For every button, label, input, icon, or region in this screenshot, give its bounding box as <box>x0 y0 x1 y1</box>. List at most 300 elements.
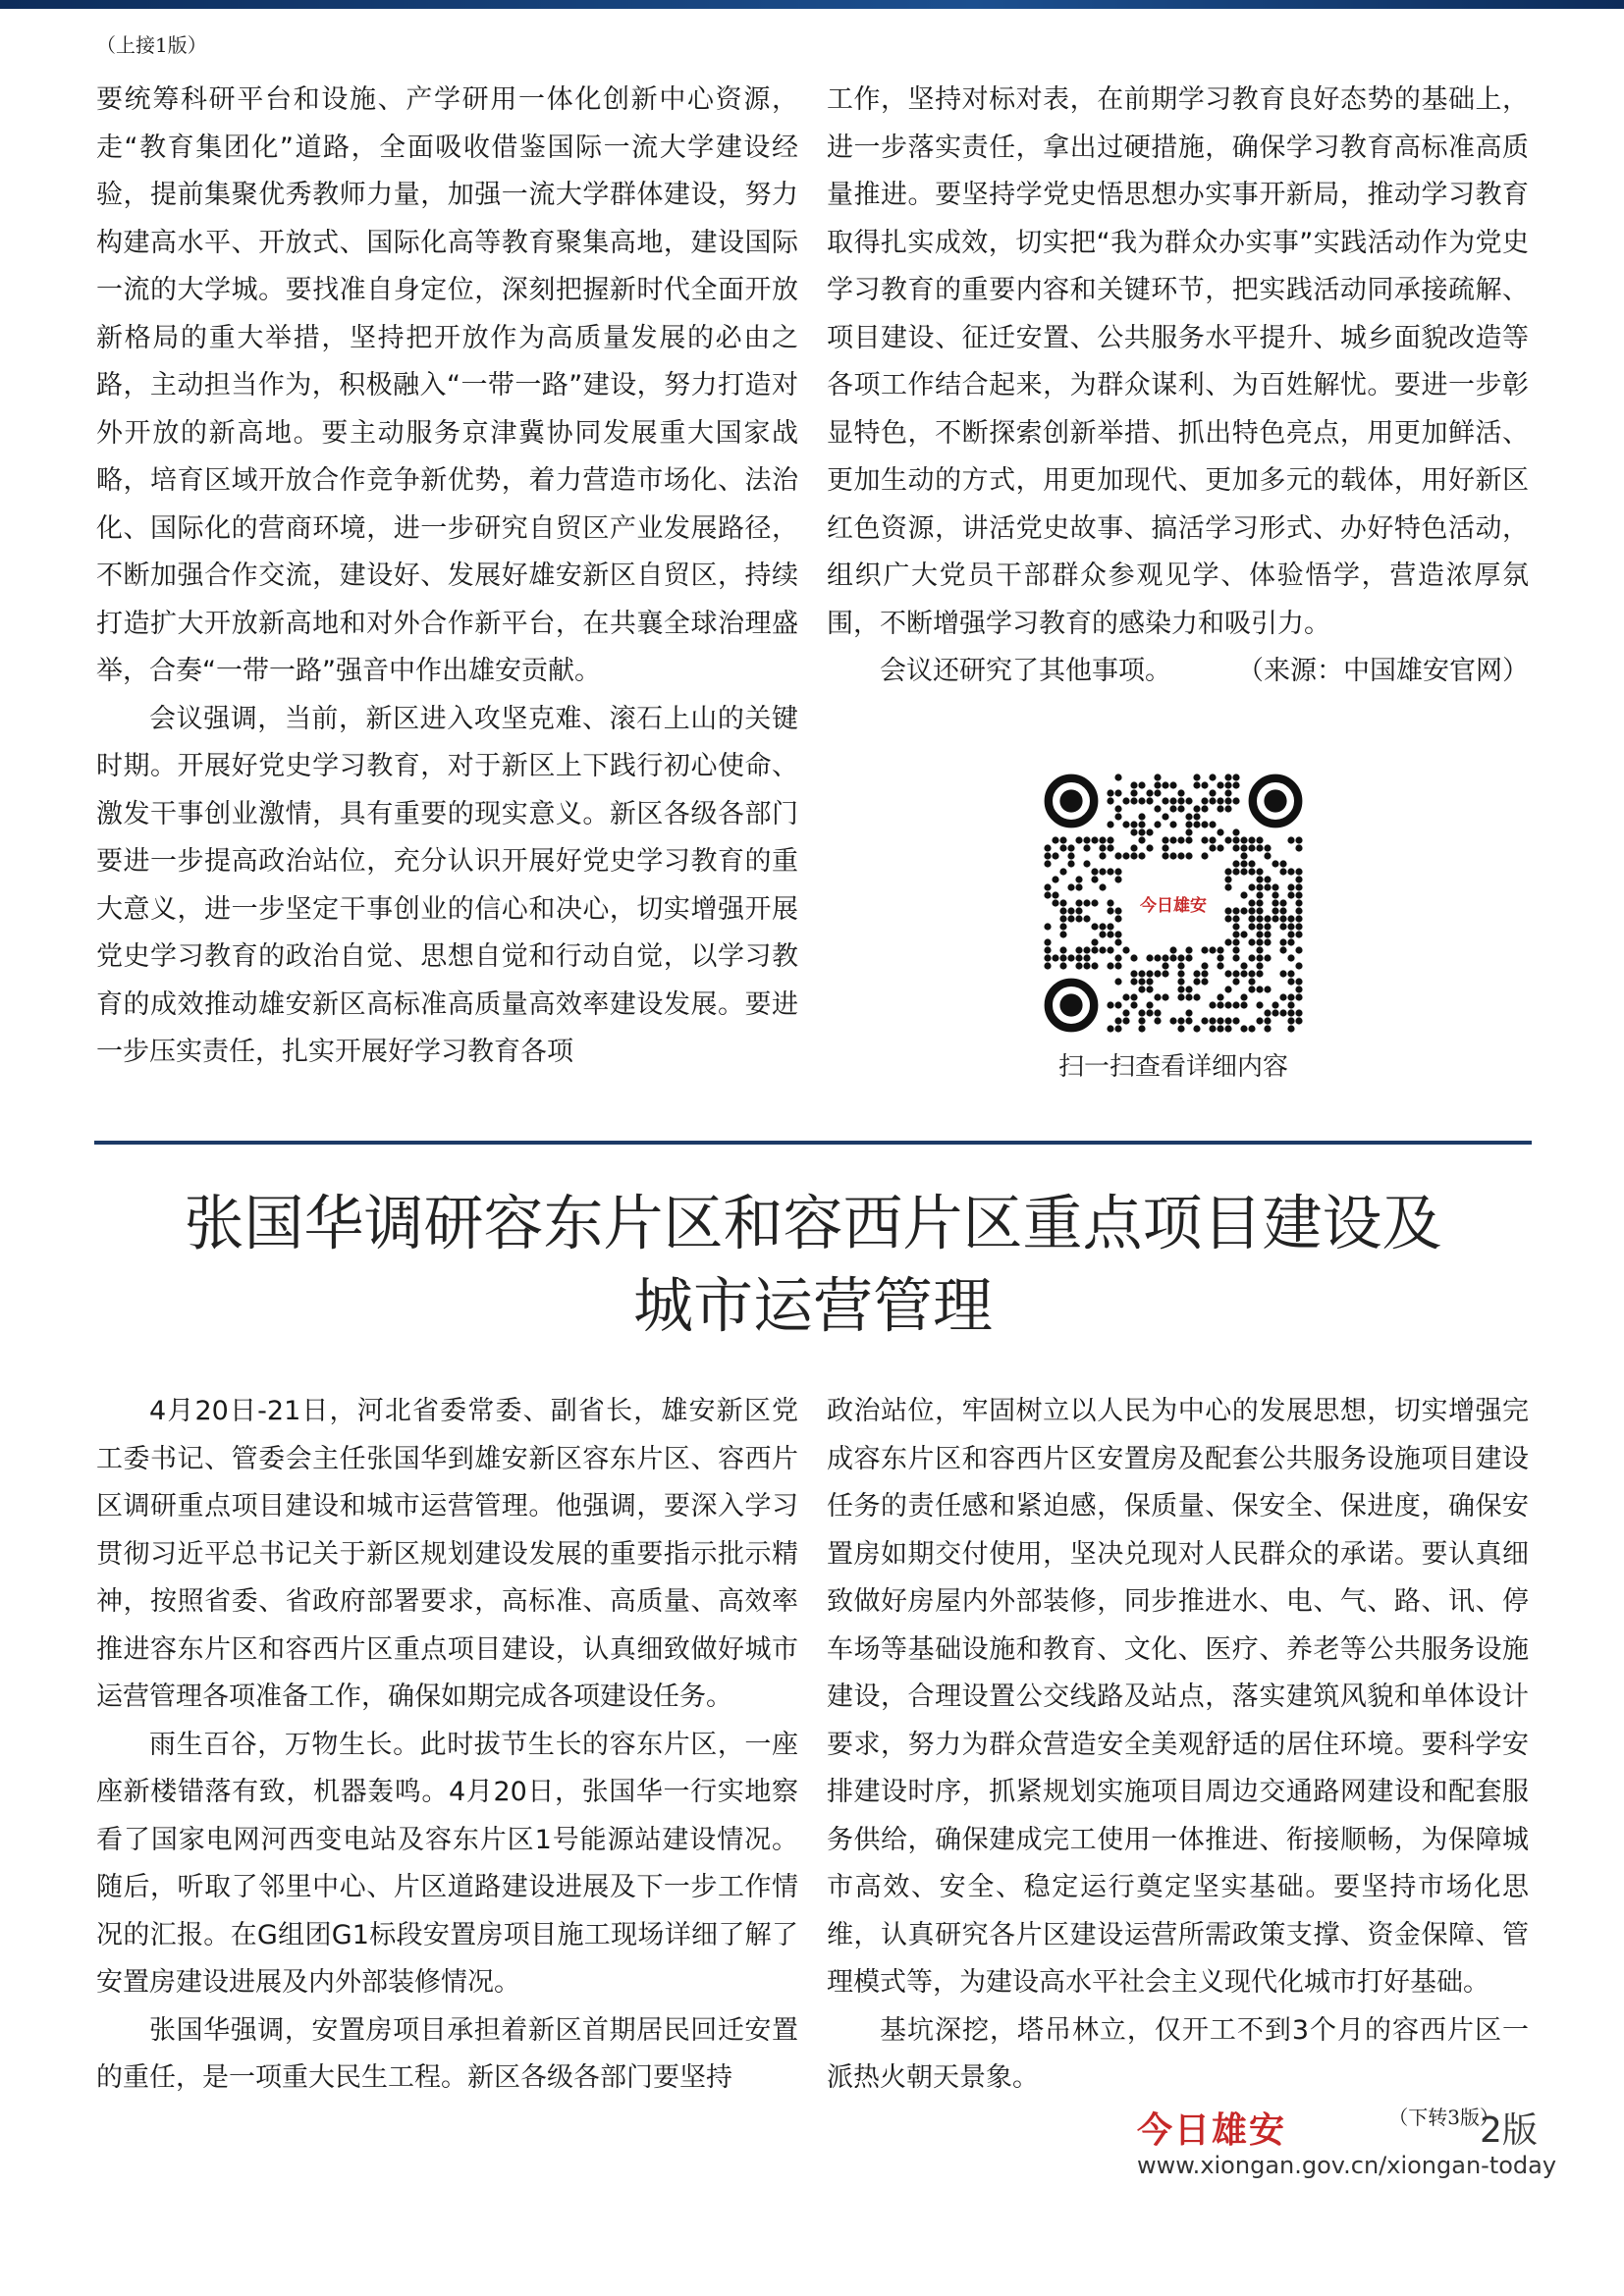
qr-module <box>1272 915 1278 922</box>
qr-module <box>1217 993 1223 1000</box>
qr-module <box>1075 883 1082 890</box>
qr-module <box>1114 813 1121 820</box>
article1-paragraph-1: 要统筹科研平台和设施、产学研用一体化创新中心资源，走“教育集团化”道路，全面吸收借鉴国际一流大学建设经验，提前集聚优秀教师力量，加强一流大学群体建设，努力构建高水平、开放式、国际化高等教育聚集高地，建设国际一流的大学城。要找准自身定位，深刻把握新时代全面开放新格局的重大举措，坚持把开放作为高质量发展的必由之路，主动担当作为，积极融入“一带一路”建设，努力打造对外开放的新高地。要主动服务京津冀协同发展重大国家战略，培育区域开放合作竞争新优势，着力营造市场化、法治化、国际化的营商环境，进一步研究自贸区产业发展路径，不断加强合作交流，建设好、发展好雄安新区自贸区，持续打造扩大开放新高地和对外合作新平台，在共襄全球治理盛举，合奏“一带一路”强音中作出雄安贡献。 <box>96 84 798 686</box>
qr-module <box>1264 852 1271 859</box>
qr-module <box>1107 962 1113 969</box>
qr-module <box>1295 1009 1302 1016</box>
qr-module <box>1232 774 1239 780</box>
qr-module <box>1162 970 1168 977</box>
qr-module <box>1177 1017 1184 1024</box>
qr-module <box>1114 1025 1121 1032</box>
qr-module <box>1217 1025 1223 1032</box>
qr-module <box>1162 993 1168 1000</box>
qr-module <box>1154 993 1161 1000</box>
qr-module <box>1122 1017 1129 1024</box>
site-url-link[interactable]: www.xiongan.gov.cn/xiongan-today <box>1137 2152 1557 2179</box>
qr-module <box>1177 789 1184 796</box>
qr-module <box>1248 923 1255 930</box>
qr-module <box>1248 899 1255 906</box>
qr-module <box>1075 962 1082 969</box>
qr-module <box>1232 828 1239 835</box>
qr-module <box>1114 805 1121 812</box>
qr-module <box>1075 954 1082 961</box>
qr-module <box>1264 1017 1271 1024</box>
qr-module <box>1287 923 1294 930</box>
qr-module <box>1232 946 1239 953</box>
qr-module <box>1138 797 1145 804</box>
qr-module <box>1154 774 1161 780</box>
section-divider <box>94 1141 1532 1145</box>
qr-module <box>1232 915 1239 922</box>
qr-module <box>1185 821 1192 828</box>
qr-module <box>1224 1025 1231 1032</box>
qr-module <box>1295 978 1302 985</box>
qr-module <box>1114 915 1121 922</box>
qr-module <box>1044 860 1051 867</box>
qr-module <box>1232 781 1239 788</box>
qr-module <box>1256 938 1263 945</box>
qr-module <box>1177 986 1184 992</box>
qr-module <box>1107 946 1113 953</box>
qr-module <box>1224 876 1231 882</box>
qr-module <box>1138 813 1145 820</box>
article2-paragraph-3: 张国华强调，安置房项目承担着新区首期居民回迁安置的重任，是一项重大民生工程。新区各级各部门要坚持 <box>96 2014 798 2093</box>
qr-module <box>1248 938 1255 945</box>
qr-module <box>1099 836 1106 843</box>
qr-module <box>1256 986 1263 992</box>
qr-module <box>1091 962 1098 969</box>
qr-module <box>1224 805 1231 812</box>
qr-module <box>1287 970 1294 977</box>
qr-module <box>1130 821 1137 828</box>
qr-module <box>1295 844 1302 851</box>
qr-module <box>1130 993 1137 1000</box>
qr-module <box>1146 986 1153 992</box>
qr-module <box>1256 931 1263 937</box>
qr-module <box>1138 836 1145 843</box>
qr-logo-text: 今日雄安 <box>1140 896 1207 916</box>
qr-module <box>1256 1001 1263 1008</box>
qr-module <box>1059 931 1066 937</box>
qr-caption: 扫一扫查看详细内容 <box>1057 1052 1288 1082</box>
qr-module <box>1083 836 1090 843</box>
qr-module <box>1232 844 1239 851</box>
qr-module <box>1232 923 1239 930</box>
qr-module <box>1240 993 1247 1000</box>
qr-module <box>1083 899 1090 906</box>
qr-module <box>1162 836 1168 843</box>
headline-line-1: 张国华调研容东片区和容西片区重点项目建设及 <box>184 1189 1442 1258</box>
qr-module <box>1224 907 1231 914</box>
qr-module <box>1154 970 1161 977</box>
qr-module <box>1122 797 1129 804</box>
qr-module <box>1146 1009 1153 1016</box>
qr-module <box>1209 844 1216 851</box>
qr-module <box>1232 970 1239 977</box>
qr-module <box>1185 813 1192 820</box>
qr-module <box>1193 1025 1200 1032</box>
qr-module <box>1169 1017 1176 1024</box>
qr-module <box>1162 962 1168 969</box>
qr-module <box>1052 954 1058 961</box>
qr-module <box>1264 883 1271 890</box>
qr-module <box>1279 860 1286 867</box>
qr-module <box>1114 962 1121 969</box>
qr-module <box>1224 1001 1231 1008</box>
qr-module <box>1264 876 1271 882</box>
continued-to-note: （下转3版） <box>1388 2105 1499 2129</box>
qr-module <box>1154 821 1161 828</box>
qr-module <box>1162 797 1168 804</box>
qr-module <box>1232 954 1239 961</box>
qr-module <box>1201 978 1208 985</box>
qr-module <box>1114 1001 1121 1008</box>
qr-module <box>1201 797 1208 804</box>
qr-module <box>1059 946 1066 953</box>
qr-module <box>1122 993 1129 1000</box>
qr-module <box>1240 1001 1247 1008</box>
qr-module <box>1169 797 1176 804</box>
qr-module <box>1248 954 1255 961</box>
qr-module <box>1295 883 1302 890</box>
qr-module <box>1052 836 1058 843</box>
qr-module <box>1130 970 1137 977</box>
qr-module <box>1224 781 1231 788</box>
qr-module <box>1287 1001 1294 1008</box>
qr-module <box>1279 923 1286 930</box>
qr-module <box>1114 789 1121 796</box>
qr-module <box>1224 970 1231 977</box>
qr-module <box>1287 1009 1294 1016</box>
qr-module <box>1209 774 1216 780</box>
qr-module <box>1209 946 1216 953</box>
qr-module <box>1044 946 1051 953</box>
qr-module <box>1185 828 1192 835</box>
qr-module <box>1154 954 1161 961</box>
qr-module <box>1185 1017 1192 1024</box>
qr-module <box>1295 923 1302 930</box>
qr-module <box>1122 1009 1129 1016</box>
qr-module <box>1107 797 1113 804</box>
qr-code[interactable] <box>1044 774 1303 1033</box>
qr-module <box>1138 1017 1145 1024</box>
qr-module <box>1240 962 1247 969</box>
qr-module <box>1279 993 1286 1000</box>
qr-module <box>1067 915 1074 922</box>
qr-module <box>1201 805 1208 812</box>
qr-module <box>1217 844 1223 851</box>
qr-module <box>1185 852 1192 859</box>
qr-module <box>1114 868 1121 875</box>
qr-module <box>1177 962 1184 969</box>
qr-module <box>1217 781 1223 788</box>
qr-module <box>1138 821 1145 828</box>
qr-module <box>1295 962 1302 969</box>
qr-module <box>1138 986 1145 992</box>
article2-paragraph-5: 基坑深挖，塔吊林立，仅开工不到3个月的容西片区一派热火朝天景象。 <box>827 2014 1529 2093</box>
qr-module <box>1264 954 1271 961</box>
qr-module <box>1256 915 1263 922</box>
article2-paragraph-1: 4月20日-21日，河北省委常委、副省长，雄安新区党工委书记、管委会主任张国华到雄安新区容东片区、容西片区调研重点项目建设和城市运营管理。他强调，要深入学习贯彻习近平总书记关于新区规划建设发展的重要指示批示精神，按照省委、省政府部署要求，高标准、高质量、高效率推进容东片区和容西片区重点项目建设，认真细致做好城市运营管理各项准备工作，确保如期完成各项建设任务。 <box>96 1396 798 1712</box>
qr-module <box>1052 852 1058 859</box>
qr-module <box>1091 899 1098 906</box>
qr-module <box>1185 954 1192 961</box>
qr-module <box>1264 986 1271 992</box>
qr-module <box>1130 978 1137 985</box>
qr-module <box>1146 789 1153 796</box>
qr-module <box>1240 852 1247 859</box>
qr-module <box>1232 836 1239 843</box>
qr-module <box>1256 946 1263 953</box>
qr-module <box>1107 836 1113 843</box>
qr-module <box>1217 805 1223 812</box>
qr-module <box>1067 860 1074 867</box>
qr-module <box>1256 1017 1263 1024</box>
qr-module <box>1264 938 1271 945</box>
qr-module <box>1272 860 1278 867</box>
qr-module <box>1075 836 1082 843</box>
qr-module <box>1177 993 1184 1000</box>
qr-module <box>1099 883 1106 890</box>
qr-module <box>1154 789 1161 796</box>
qr-module <box>1146 970 1153 977</box>
qr-module <box>1107 899 1113 906</box>
qr-module <box>1279 946 1286 953</box>
qr-module <box>1240 970 1247 977</box>
qr-module <box>1193 813 1200 820</box>
qr-module <box>1264 915 1271 922</box>
qr-module <box>1256 970 1263 977</box>
qr-module <box>1201 852 1208 859</box>
qr-module <box>1264 923 1271 930</box>
qr-module <box>1169 821 1176 828</box>
qr-module <box>1083 915 1090 922</box>
qr-module <box>1122 821 1129 828</box>
qr-module <box>1248 915 1255 922</box>
qr-module <box>1044 938 1051 945</box>
qr-module <box>1154 1009 1161 1016</box>
qr-module <box>1114 931 1121 937</box>
qr-module <box>1248 860 1255 867</box>
qr-module <box>1264 1025 1271 1032</box>
qr-module <box>1287 891 1294 898</box>
article1-column-2 <box>827 77 1529 696</box>
qr-module <box>1146 844 1153 851</box>
qr-module <box>1287 915 1294 922</box>
article1-paragraph-2: 会议强调，当前，新区进入攻坚克难、滚石上山的关键时期。开展好党史学习教育，对于新区上下践行初心使命、激发干事创业激情，具有重要的现实意义。新区各级各部门要进一步提高政治站位，充分认识开展好党史学习教育的重大意义，进一步坚定干事创业的信心和决心，切实增强开展党史学习教育的政治自觉、思想自觉和行动自觉，以学习教育的成效推动雄安新区高标准高质量高效率建设发展。要进一步压实责任，扎实开展好学习教育各项 <box>96 703 798 1067</box>
qr-module <box>1059 899 1066 906</box>
qr-module <box>1162 813 1168 820</box>
qr-module <box>1193 993 1200 1000</box>
qr-module <box>1217 828 1223 835</box>
qr-module <box>1295 993 1302 1000</box>
qr-module <box>1091 938 1098 945</box>
qr-module <box>1067 844 1074 851</box>
qr-module <box>1138 781 1145 788</box>
qr-module <box>1107 1025 1113 1032</box>
qr-module <box>1107 907 1113 914</box>
qr-module <box>1295 915 1302 922</box>
qr-module <box>1201 946 1208 953</box>
qr-module <box>1107 1001 1113 1008</box>
qr-module <box>1240 891 1247 898</box>
qr-module <box>1248 978 1255 985</box>
qr-module <box>1091 868 1098 875</box>
qr-module <box>1138 1025 1145 1032</box>
qr-module <box>1059 962 1066 969</box>
qr-module <box>1279 915 1286 922</box>
qr-module <box>1099 923 1106 930</box>
page-number: 2版 <box>1480 2110 1538 2151</box>
qr-module <box>1169 805 1176 812</box>
qr-module <box>1224 915 1231 922</box>
qr-module <box>1107 821 1113 828</box>
qr-module <box>1248 986 1255 992</box>
qr-module <box>1067 883 1074 890</box>
qr-module <box>1130 797 1137 804</box>
qr-module <box>1279 1009 1286 1016</box>
qr-module <box>1256 876 1263 882</box>
qr-module <box>1256 883 1263 890</box>
closing-text: 会议还研究了其他事项。 <box>880 656 1171 686</box>
qr-module <box>1130 954 1137 961</box>
qr-module <box>1193 781 1200 788</box>
qr-module <box>1201 970 1208 977</box>
qr-module <box>1067 907 1074 914</box>
qr-module <box>1169 954 1176 961</box>
qr-module <box>1122 946 1129 953</box>
qr-module <box>1272 883 1278 890</box>
qr-module <box>1146 1001 1153 1008</box>
qr-module <box>1193 978 1200 985</box>
qr-module <box>1044 923 1051 930</box>
qr-module <box>1201 781 1208 788</box>
article2-headline <box>94 1183 1532 1348</box>
continued-from-note: （上接1版） <box>96 33 207 57</box>
qr-module <box>1217 962 1223 969</box>
qr-module <box>1224 774 1231 780</box>
qr-module <box>1177 978 1184 985</box>
qr-module <box>1209 1025 1216 1032</box>
qr-module <box>1295 899 1302 906</box>
qr-module <box>1209 1001 1216 1008</box>
qr-module <box>1130 1001 1137 1008</box>
article1-column-1 <box>96 77 798 1077</box>
qr-module <box>1272 891 1278 898</box>
qr-module <box>1232 1017 1239 1024</box>
qr-module <box>1287 868 1294 875</box>
qr-module <box>1185 1009 1192 1016</box>
qr-module <box>1067 954 1074 961</box>
qr-module <box>1248 970 1255 977</box>
qr-module <box>1185 993 1192 1000</box>
qr-module <box>1075 946 1082 953</box>
qr-module <box>1201 821 1208 828</box>
qr-module <box>1224 986 1231 992</box>
qr-module <box>1059 923 1066 930</box>
qr-module <box>1059 915 1066 922</box>
qr-module <box>1193 774 1200 780</box>
qr-module <box>1154 805 1161 812</box>
qr-module <box>1295 876 1302 882</box>
qr-module <box>1295 836 1302 843</box>
qr-module <box>1295 946 1302 953</box>
qr-module <box>1295 868 1302 875</box>
qr-module <box>1295 1017 1302 1024</box>
qr-module <box>1287 938 1294 945</box>
qr-module <box>1193 821 1200 828</box>
qr-module <box>1240 836 1247 843</box>
qr-module <box>1287 1025 1294 1032</box>
article1-closing-line <box>827 648 1529 696</box>
qr-module <box>1114 774 1121 780</box>
qr-module <box>1107 931 1113 937</box>
qr-module <box>1279 907 1286 914</box>
qr-module <box>1138 978 1145 985</box>
qr-module <box>1107 844 1113 851</box>
qr-module <box>1146 978 1153 985</box>
qr-module <box>1201 836 1208 843</box>
qr-module <box>1279 868 1286 875</box>
qr-module <box>1295 907 1302 914</box>
qr-module <box>1099 852 1106 859</box>
qr-module <box>1193 970 1200 977</box>
qr-module <box>1067 852 1074 859</box>
article2-paragraph-4: 政治站位，牢固树立以人民为中心的发展思想，切实增强完成容东片区和容西片区安置房及配套公共服务设施项目建设任务的责任感和紧迫感，保质量、保安全、保进度，确保安置房如期交付使用，坚决兑现对人民群众的承诺。要认真细致做好房屋内外部装修，同步推进水、电、气、路、讯、停车场等基础设施和教育、文化、医疗、养老等公共服务设施建设，合理设置公交线路及站点，落实建筑风貌和单体设计要求，努力为群众营造安全美观舒适的居住环境。要科学安排建设时序，抓紧规划实施项目周边交通路网建设和配套服务供给，确保建成完工使用一体推进、衔接顺畅，为保障城市高效、安全、稳定运行奠定坚实基础。要坚持市场化思维，认真研究各片区建设运营所需政策支撑、资金保障、管理模式等，为建设高水平社会主义现代化城市打好基础。 <box>827 1396 1529 1998</box>
qr-module <box>1052 891 1058 898</box>
qr-module <box>1162 954 1168 961</box>
qr-module <box>1083 946 1090 953</box>
qr-module <box>1075 907 1082 914</box>
qr-module <box>1044 852 1051 859</box>
qr-module <box>1138 828 1145 835</box>
qr-module <box>1264 844 1271 851</box>
qr-module <box>1224 789 1231 796</box>
qr-module <box>1256 844 1263 851</box>
qr-module <box>1224 883 1231 890</box>
qr-module <box>1107 789 1113 796</box>
qr-module <box>1209 789 1216 796</box>
qr-module <box>1240 1025 1247 1032</box>
qr-module <box>1059 844 1066 851</box>
qr-module <box>1201 1017 1208 1024</box>
qr-module <box>1248 883 1255 890</box>
qr-module <box>1075 899 1082 906</box>
qr-module <box>1217 1001 1223 1008</box>
qr-module <box>1052 899 1058 906</box>
qr-module <box>1287 883 1294 890</box>
qr-module <box>1146 828 1153 835</box>
qr-module <box>1162 844 1168 851</box>
qr-module <box>1091 946 1098 953</box>
qr-module <box>1146 797 1153 804</box>
qr-module <box>1177 970 1184 977</box>
qr-module <box>1177 805 1184 812</box>
qr-module <box>1256 899 1263 906</box>
qr-module <box>1272 1009 1278 1016</box>
qr-module <box>1264 1009 1271 1016</box>
qr-module <box>1248 1025 1255 1032</box>
qr-module <box>1177 797 1184 804</box>
qr-module <box>1240 868 1247 875</box>
qr-module <box>1232 1001 1239 1008</box>
top-color-bar <box>0 0 1624 9</box>
qr-module <box>1107 923 1113 930</box>
qr-module <box>1059 836 1066 843</box>
qr-module <box>1091 923 1098 930</box>
qr-module <box>1107 868 1113 875</box>
qr-module <box>1083 962 1090 969</box>
